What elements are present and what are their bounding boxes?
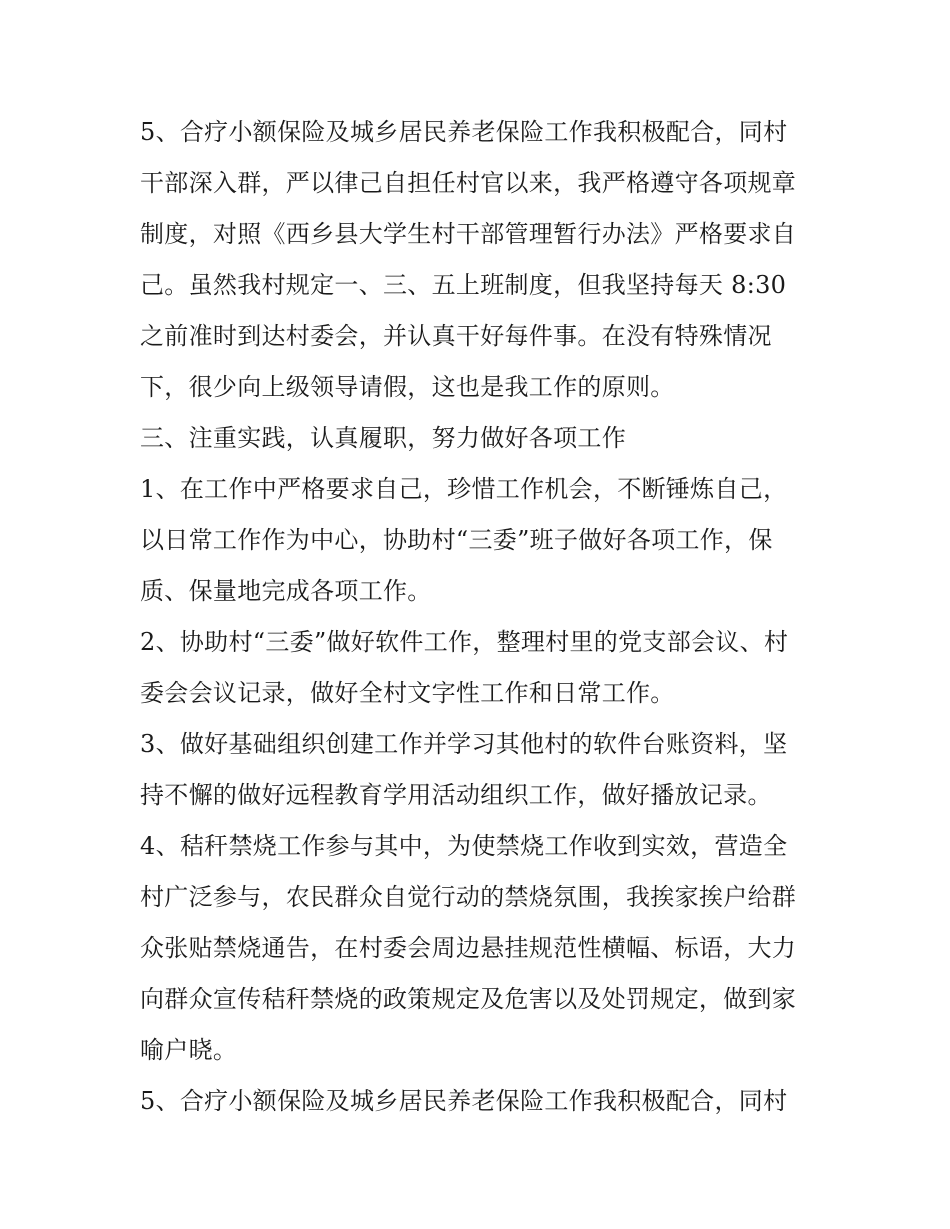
document-body xyxy=(140,107,830,1127)
text-line: 众张贴禁烧通告，在村委会周边悬挂规范性横幅、标语，大力 xyxy=(140,934,797,962)
text-line: 向群众宣传秸秆禁烧的政策规定及危害以及处罚规定，做到家 xyxy=(140,985,797,1013)
text-line: 持不懈的做好远程教育学用活动组织工作，做好播放记录。 xyxy=(140,781,772,809)
text-line: 质、保量地完成各项工作。 xyxy=(140,577,432,605)
text-line: 委会会议记录，做好全村文字性工作和日常工作。 xyxy=(140,679,675,707)
text-line: 喻户晓。 xyxy=(140,1036,238,1064)
text-line: 下，很少向上级领导请假，这也是我工作的原则。 xyxy=(140,373,675,401)
text-line: 4、秸秆禁烧工作参与其中，为使禁烧工作收到实效，营造全 xyxy=(140,832,788,860)
text-line: 干部深入群，严以律己自担任村官以来，我严格遵守各项规章 xyxy=(140,169,797,197)
section-heading: 三、注重实践，认真履职，努力做好各项工作 xyxy=(140,424,626,452)
text-line: 5、合疗小额保险及城乡居民养老保险工作我积极配合，同村 xyxy=(140,1087,788,1115)
text-line: 以日常工作作为中心，协助村“三委”班子做好各项工作，保 xyxy=(140,526,773,554)
text-line: 5、合疗小额保险及城乡居民养老保险工作我积极配合，同村 xyxy=(140,118,788,146)
text-line: 3、做好基础组织创建工作并学习其他村的软件台账资料，坚 xyxy=(140,730,788,758)
text-line: 村广泛参与，农民群众自觉行动的禁烧氛围，我挨家挨户给群 xyxy=(140,883,797,911)
text-line: 1、在工作中严格要求自己，珍惜工作机会，不断锤炼自己， xyxy=(140,475,788,503)
text-line: 2、协助村“三委”做好软件工作，整理村里的党支部会议、村 xyxy=(140,628,789,656)
text-line: 己。虽然我村规定一、三、五上班制度，但我坚持每天 8:30 xyxy=(140,271,787,299)
text-line: 之前准时到达村委会，并认真干好每件事。在没有特殊情况 xyxy=(140,322,772,350)
text-line: 制度，对照《西乡县大学生村干部管理暂行办法》严格要求自 xyxy=(140,220,797,248)
